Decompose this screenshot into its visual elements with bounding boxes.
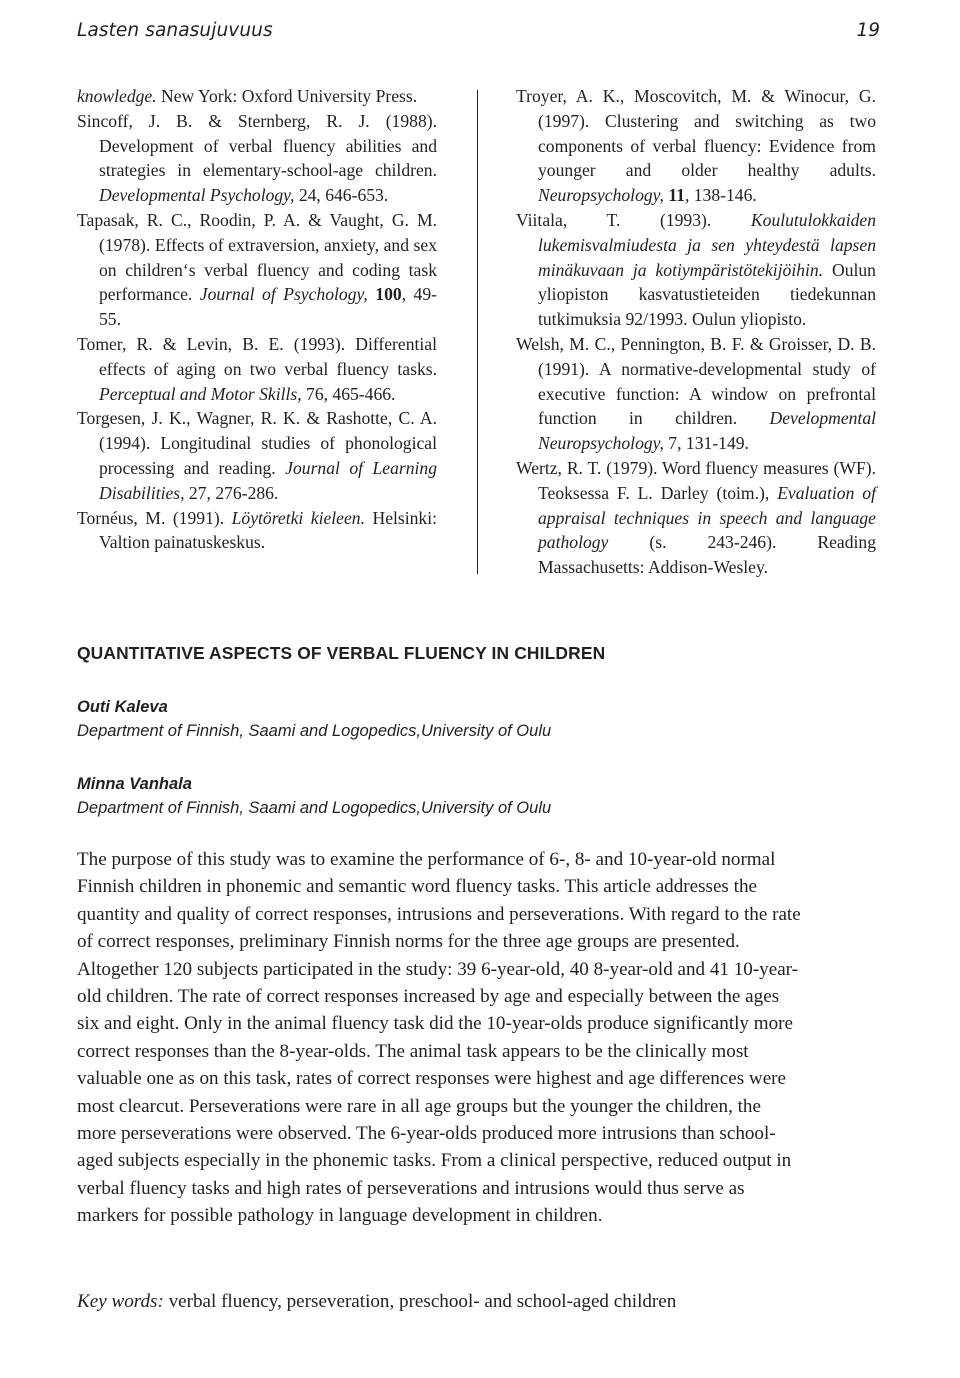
column-divider — [477, 90, 478, 574]
reference-text: Sincoff, J. B. & Sternberg, R. J. (1988). Development of verbal fluency abilities and strategies in elementary-school-age children. — [77, 110, 437, 181]
reference-italic-text: Koulutulokkaiden lukemisvalmiudesta ja sen yhteydestä lapsen minäkuvaan ja kotiympäristötekijöihin. — [538, 209, 876, 280]
reference-text: 27, 276-286. — [184, 482, 279, 503]
author-block — [77, 772, 551, 820]
reference-italic-text: Developmental Psychology, — [99, 185, 295, 206]
reference-text: Torgesen, J. K., Wagner, R. K. & Rashotte, C. A. (1994). Longitudinal studies of phonological processing and reading. — [77, 408, 437, 478]
reference-text: Tornéus, M. (1991). — [77, 507, 232, 528]
keywords-list: verbal fluency, perseveration, preschool- and school-aged children — [168, 1291, 677, 1312]
reference-text: 24, 646-653. — [294, 185, 389, 206]
reference-text: Helsinki: Valtion painatuskeskus. — [99, 507, 437, 553]
references-column-right — [516, 84, 876, 580]
author-affiliation: Department of Finnish, Saami and Logopedics,University of Oulu — [77, 799, 552, 817]
reference-text: (s. 243-246). Reading Massachusetts: Addison-Wesley. — [538, 532, 876, 578]
reference-entry — [77, 208, 437, 332]
reference-text: 7, 131-149. — [663, 433, 749, 454]
reference-italic-text: knowledge. — [77, 86, 157, 106]
references-column-left — [77, 84, 437, 555]
reference-text: Welsh, M. C., Pennington, B. F. & Groisser, D. B. (1991). A normative-developmental study of executive function: A window on prefrontal function in children. — [516, 333, 876, 429]
reference-entry — [516, 332, 876, 456]
keywords-label: Key words: — [77, 1291, 164, 1312]
reference-italic-text: Journal of Psychology, — [199, 284, 368, 305]
reference-italic-text: Developmental Neuropsychology, — [538, 408, 876, 454]
reference-entry — [77, 84, 437, 109]
references-section — [77, 84, 885, 584]
reference-bold-text: 100 — [375, 284, 402, 305]
page-number: 19 — [856, 20, 880, 41]
article-title: QUANTITATIVE ASPECTS OF VERBAL FLUENCY IN CHILDREN — [77, 643, 606, 663]
running-head — [77, 20, 883, 44]
reference-text: Viitala, T. (1993). — [516, 209, 751, 230]
reference-italic-text: Evaluation of appraisal techniques in speech and language pathology — [538, 482, 876, 553]
reference-text: , 138-146. — [684, 185, 757, 206]
reference-entry — [516, 456, 876, 580]
reference-text: Oulun yliopiston kasvatustieteiden tiedekunnan tutkimuksia 92/1993. Oulun yliopisto. — [538, 259, 876, 330]
abstract: The purpose of this study was to examine the performance of 6-, 8- and 10-year-old normal Finnish children in phonemic and semantic word fluency tasks. This article addresses the quantity and quality of correct responses, intrusions and perseverations. With regard to the rate of correct responses, preliminary Finnish norms for the three age groups are presented. Altogether 120 subjects participated in the study: 39 6-year-old, 40 8-year-old and 41 10-year-old children. The rate of correct responses increased by age and especially between the ages six and eight. Only in the animal fluency task did the 10-year-olds produce significantly more correct responses than the 8-year-olds. The animal task appears to be the clinically most valuable one as on this task, rates of correct responses were highest and age differences were most clearcut. Perseverations were rare in all age groups but the younger the children, the more perseverations were observed. The 6-year-olds produced more intrusions than school-aged subjects especially in the phonemic tasks. From a clinical perspective, reduced output in verbal fluency tasks and high rates of perseverations and intrusions would thus serve as markers for possible pathology in language development in children. — [77, 849, 801, 1227]
reference-entry — [77, 506, 437, 556]
reference-text: Tapasak, R. C., Roodin, P. A. & Vaught, G. M. (1978). Effects of extraversion, anxiety, and sex on children‘s verbal fluency and coding task performance. — [77, 209, 437, 305]
reference-text: Wertz, R. T. (1979). Word fluency measures (WF). Teoksessa F. L. Darley (toim.), — [516, 457, 876, 503]
reference-text: , 49-55. — [99, 284, 438, 330]
author-affiliation: Department of Finnish, Saami and Logopedics,University of Oulu — [77, 722, 552, 740]
reference-text: New York: Oxford University Press. — [156, 86, 418, 106]
reference-text: Tomer, R. & Levin, B. E. (1993). Differential effects of aging on two verbal fluency tasks. — [77, 333, 437, 379]
reference-text: Troyer, A. K., Moscovitch, M. & Winocur, G. (1997). Clustering and switching as two components of verbal fluency: Evidence from younger and older healthy adults. — [516, 86, 876, 181]
reference-entry — [77, 406, 437, 505]
reference-italic-text: Löytöretki kieleen. — [231, 507, 365, 528]
reference-entry — [77, 109, 437, 208]
author-block — [77, 695, 551, 743]
reference-italic-text: Perceptual and Motor Skills, — [99, 383, 302, 404]
author-name: Minna Vanhala — [77, 775, 192, 793]
reference-italic-text: Journal of Learning Disabilities, — [99, 457, 438, 503]
reference-text: 76, 465-466. — [301, 383, 396, 404]
reference-bold-text: 11 — [668, 185, 685, 206]
reference-entry — [516, 208, 876, 332]
reference-entry — [77, 332, 437, 406]
reference-italic-text: Neuropsychology, — [538, 185, 664, 206]
reference-entry — [516, 84, 876, 208]
keywords — [77, 1288, 676, 1315]
author-name: Outi Kaleva — [77, 698, 168, 716]
running-head-title: Lasten sanasujuvuus — [77, 20, 273, 41]
